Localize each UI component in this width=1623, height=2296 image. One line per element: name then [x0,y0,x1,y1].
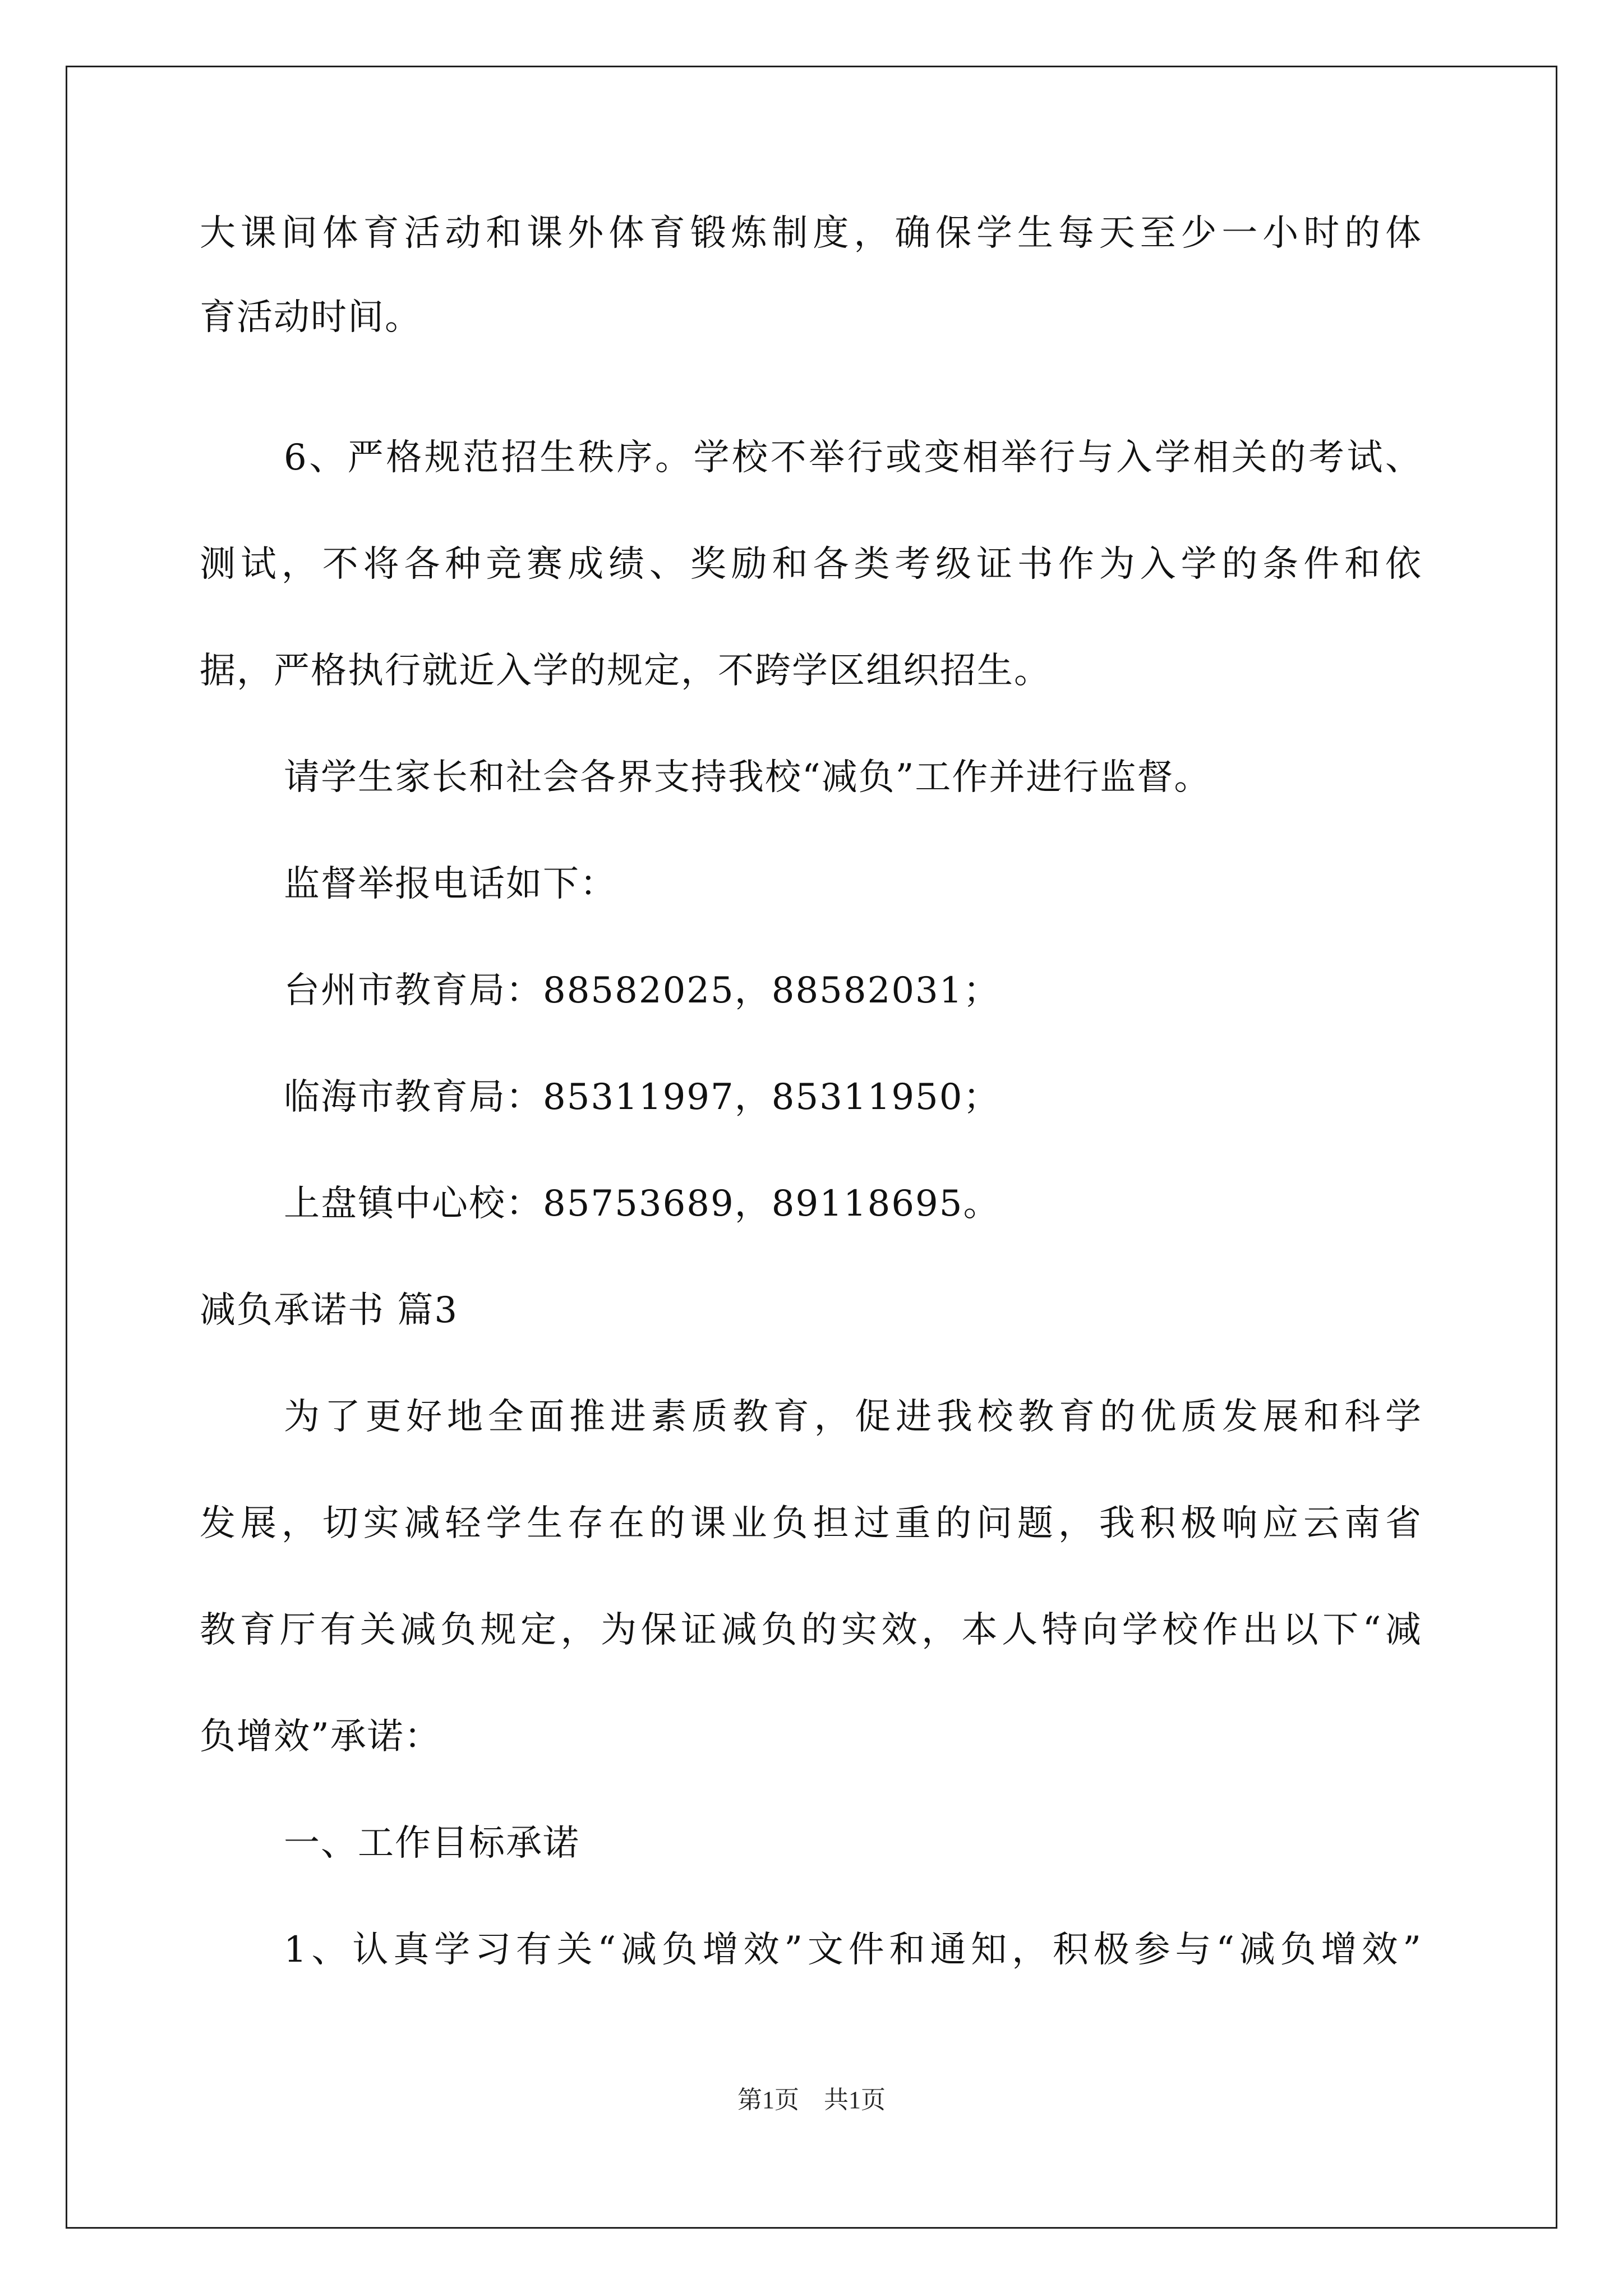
paragraph-line: 台州市教育局：88582025，88582031； [284,970,1000,1011]
page-footer: 第1页 共1页 [737,2086,886,2114]
paragraph-line: 负增效”承诺： [200,1716,441,1757]
paragraph-line: 6、严格规范招生秩序。学校不举行或变相举行与入学相关的考试、 [284,437,1422,478]
paragraph-line: 一、工作目标承诺 [284,1823,580,1864]
paragraph-line: 发展，切实减轻学生存在的课业负担过重的问题，我积极响应云南省 [200,1503,1422,1544]
paragraph-line: 据，严格执行就近入学的规定，不跨学区组织招生。 [200,650,1051,692]
paragraph-line: 1、认真学习有关“减负增效”文件和通知，积极参与“减负增效” [284,1929,1422,1971]
paragraph-line: 教育厅有关减负规定，为保证减负的实效，本人特向学校作出以下“减 [200,1609,1422,1651]
paragraph-line: 大课间体育活动和课外体育锻炼制度，确保学生每天至少一小时的体 [200,213,1422,254]
paragraph-line: 监督举报电话如下： [284,863,617,905]
page-border [66,66,1557,2229]
paragraph-line: 临海市教育局：85311997，85311950； [284,1076,1000,1118]
paragraph-line: 测试，不将各种竞赛成绩、奖励和各类考级证书作为入学的条件和依 [200,544,1422,585]
paragraph-line: 为了更好地全面推进素质教育，促进我校教育的优质发展和科学 [284,1396,1422,1438]
section-heading: 减负承诺书 篇3 [200,1290,459,1331]
paragraph-line: 上盘镇中心校：85753689，89118695。 [284,1183,1000,1225]
paragraph-line: 请学生家长和社会各界支持我校“减负”工作并进行监督。 [284,757,1211,798]
paragraph-line: 育活动时间。 [200,297,422,338]
